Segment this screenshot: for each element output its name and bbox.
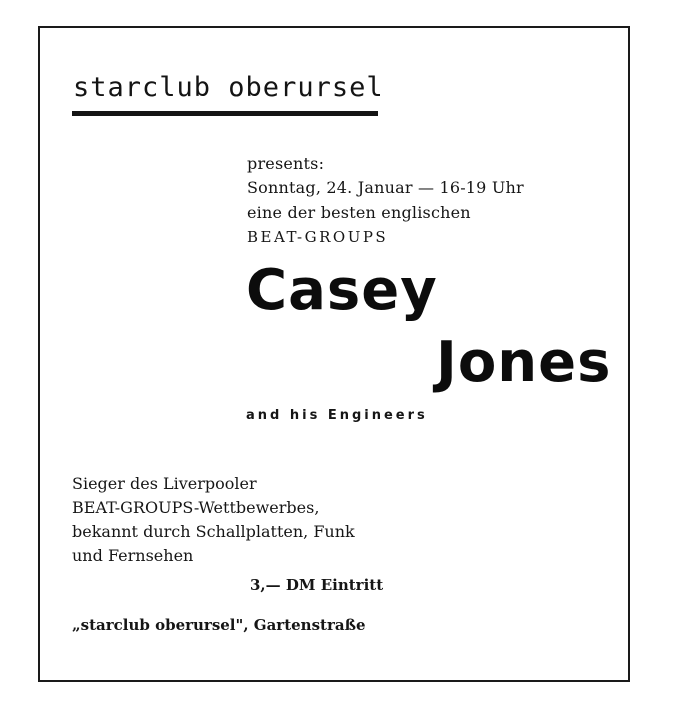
description-line-2: BEAT-GROUPS-Wettbewerbes, (72, 498, 320, 517)
intro-description: eine der besten englischen (247, 203, 471, 222)
description-line-1: Sieger des Liverpooler (72, 474, 257, 493)
headliner-subtitle: and his Engineers (246, 408, 428, 423)
club-title: starclub oberursel (73, 72, 384, 103)
venue-address: „starclub oberursel", Gartenstraße (72, 616, 366, 634)
headliner-first-name: Casey (246, 258, 438, 323)
admission-price: 3,— DM Eintritt (250, 576, 384, 594)
intro-presents: presents: (247, 154, 325, 173)
headliner-last-name: Jones (436, 330, 612, 395)
intro-beat-groups: BEAT-GROUPS (247, 228, 389, 246)
description-line-4: und Fernsehen (72, 546, 194, 565)
description-line-3: bekannt durch Schallplatten, Funk (72, 522, 355, 541)
intro-date: Sonntag, 24. Januar — 16-19 Uhr (247, 178, 524, 197)
title-underline (72, 111, 378, 116)
